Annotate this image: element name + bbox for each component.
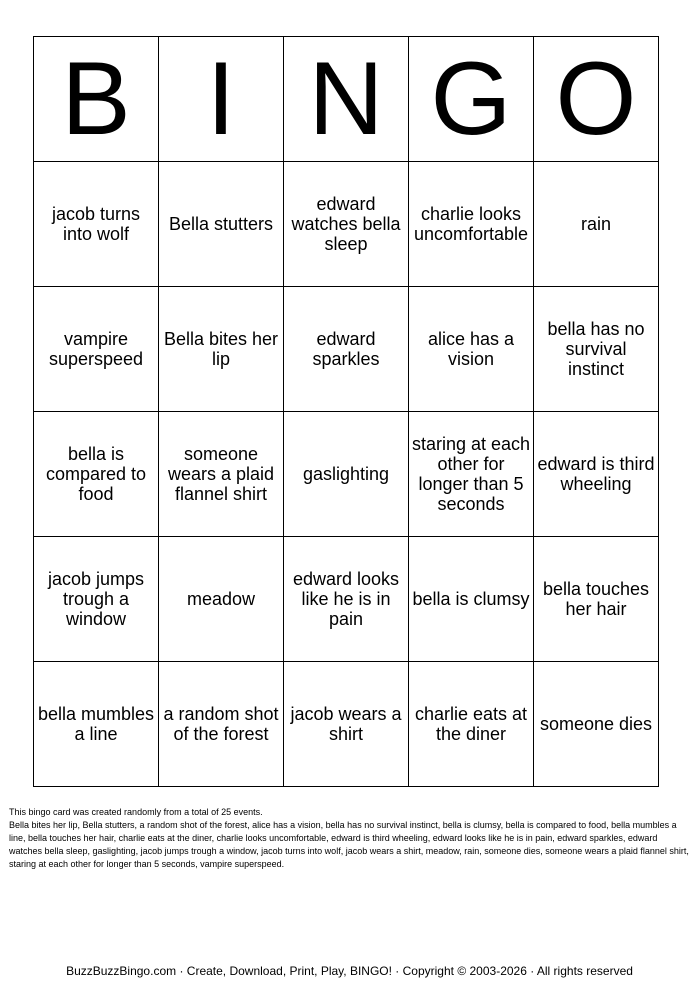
footnote-intro: This bingo card was created randomly from a total of 25 events. — [9, 807, 263, 817]
event-list-footnote — [9, 806, 689, 871]
bingo-cell: jacob wears a shirt — [284, 662, 409, 787]
footnote-events: Bella bites her lip, Bella stutters, a random shot of the forest, alice has a vision, bella has no survival instinct, bella is clumsy, bella is compared to food, bella mumbles a line, bella touches her hair, charlie eats at the diner, charlie looks uncomfortable, edward is third wheeling, edward looks like he is in pain, edward sparkles, edward watches bella sleep, gaslighting, jacob jumps trough a window, jacob turns into wolf, jacob wears a shirt, meadow, rain, someone dies, someone wears a plaid flannel shirt, staring at each other for longer than 5 seconds, vampire superspeed. — [9, 820, 689, 869]
bingo-cell: someone wears a plaid flannel shirt — [159, 412, 284, 537]
bingo-cell: Bella bites her lip — [159, 287, 284, 412]
bingo-cell: edward watches bella sleep — [284, 162, 409, 287]
bingo-header-row — [34, 37, 659, 162]
bingo-cell: bella is compared to food — [34, 412, 159, 537]
bingo-cell: jacob turns into wolf — [34, 162, 159, 287]
bingo-cell: charlie looks uncomfortable — [409, 162, 534, 287]
bingo-row — [34, 662, 659, 787]
bingo-cell: bella mumbles a line — [34, 662, 159, 787]
bingo-row — [34, 287, 659, 412]
bingo-row — [34, 537, 659, 662]
bingo-cell: gaslighting — [284, 412, 409, 537]
bingo-cell: edward sparkles — [284, 287, 409, 412]
bingo-cell: meadow — [159, 537, 284, 662]
bingo-cell: staring at each other for longer than 5 seconds — [409, 412, 534, 537]
bingo-header-letter: G — [409, 37, 534, 162]
bingo-row — [34, 412, 659, 537]
bingo-cell: charlie eats at the diner — [409, 662, 534, 787]
bingo-cell: someone dies — [534, 662, 659, 787]
bingo-cell: jacob jumps trough a window — [34, 537, 159, 662]
bingo-cell: bella touches her hair — [534, 537, 659, 662]
bingo-cell: rain — [534, 162, 659, 287]
bingo-card — [33, 36, 659, 787]
bingo-cell: alice has a vision — [409, 287, 534, 412]
bingo-cell: bella is clumsy — [409, 537, 534, 662]
bingo-row — [34, 162, 659, 287]
bingo-cell: edward looks like he is in pain — [284, 537, 409, 662]
bingo-cell: a random shot of the forest — [159, 662, 284, 787]
bingo-header-letter: I — [159, 37, 284, 162]
bingo-header-letter: O — [534, 37, 659, 162]
bingo-header-letter: N — [284, 37, 409, 162]
bingo-cell: edward is third wheeling — [534, 412, 659, 537]
bingo-cell: Bella stutters — [159, 162, 284, 287]
bingo-cell: vampire superspeed — [34, 287, 159, 412]
bingo-cell: bella has no survival instinct — [534, 287, 659, 412]
bingo-header-letter: B — [34, 37, 159, 162]
site-footer: BuzzBuzzBingo.com · Create, Download, Print, Play, BINGO! · Copyright © 2003-2026 · All rights reserved — [66, 964, 633, 978]
